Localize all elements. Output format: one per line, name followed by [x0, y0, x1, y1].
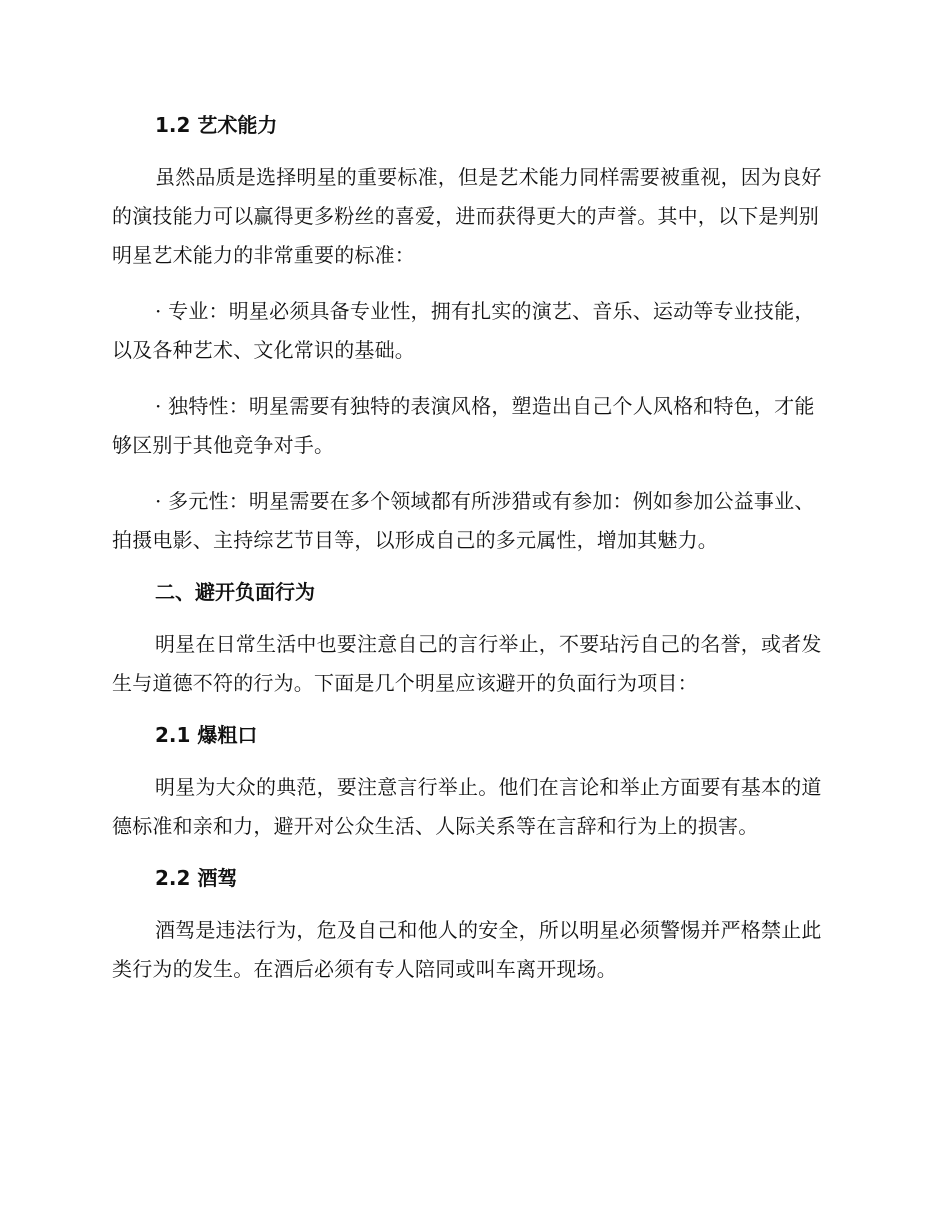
section-heading-2: 二、避开负面行为	[155, 580, 315, 604]
section-heading-2-1: 2.1 爆粗口	[155, 723, 258, 747]
section-heading-1-2: 1.2 艺术能力	[155, 113, 278, 137]
section-2-1-body: 明星为大众的典范，要注意言行举止。他们在言论和举止方面要有基本的道德标准和亲和力，避开对公众生活、人际关系等在言辞和行为上的损害。	[112, 775, 822, 838]
bullet-uniqueness: · 独特性：明星需要有独特的表演风格，塑造出自己个人风格和特色，才能够区别于其他竞争对手。	[112, 394, 815, 457]
section-heading-2-2: 2.2 酒驾	[155, 866, 238, 890]
bullet-professional: · 专业：明星必须具备专业性，拥有扎实的演艺、音乐、运动等专业技能，以及各种艺术、文化常识的基础。	[112, 299, 815, 362]
section-2-intro: 明星在日常生活中也要注意自己的言行举止，不要玷污自己的名誉，或者发生与道德不符的行为。下面是几个明星应该避开的负面行为项目：	[112, 632, 822, 695]
bullet-diversity: · 多元性：明星需要在多个领域都有所涉猎或有参加：例如参加公益事业、拍摄电影、主持综艺节目等，以形成自己的多元属性，增加其魅力。	[112, 489, 815, 552]
section-1-2-intro: 虽然品质是选择明星的重要标准，但是艺术能力同样需要被重视，因为良好的演技能力可以赢得更多粉丝的喜爱，进而获得更大的声誉。其中，以下是判别明星艺术能力的非常重要的标准：	[112, 165, 822, 267]
section-2-2-body: 酒驾是违法行为，危及自己和他人的安全，所以明星必须警惕并严格禁止此类行为的发生。在酒后必须有专人陪同或叫车离开现场。	[112, 918, 822, 981]
